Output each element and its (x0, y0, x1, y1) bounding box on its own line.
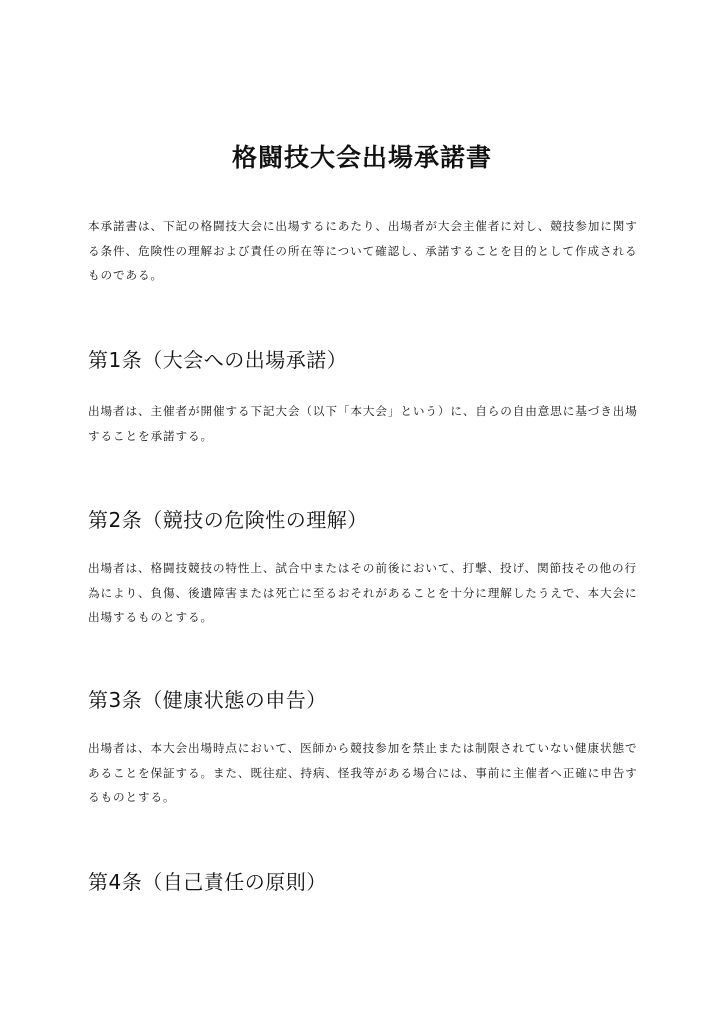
article-1-body: 出場者は、主催者が開催する下記大会（以下「本大会」という）に、自らの自由意思に基づき出場することを承諾する。 (88, 404, 638, 443)
article-1-heading: 第1条（大会への出場承諾） (88, 348, 348, 372)
document-title: 格闘技大会出場承諾書 (231, 142, 492, 172)
article-3-heading: 第3条（健康状態の申告） (88, 688, 327, 712)
article-3-body: 出場者は、本大会出場時点において、医師から競技参加を禁止または制限されていない健康状態であることを保証する。また、既往症、持病、怪我等がある場合には、事前に主催者へ正確に申告するものとする。 (88, 741, 638, 804)
article-2-heading: 第2条（競技の危険性の理解） (88, 508, 368, 532)
intro-paragraph: 本承諾書は、下記の格闘技大会に出場するにあたり、出場者が大会主催者に対し、競技参加に関する条件、危険性の理解および責任の所在等について確認し、承諾することを目的として作成されるものである。 (88, 219, 638, 282)
article-4-heading: 第4条（自己責任の原則） (88, 870, 327, 894)
article-2-body: 出場者は、格闘技競技の特性上、試合中またはその前後において、打撃、投げ、関節技その他の行為により、負傷、後遺障害または死亡に至るおそれがあることを十分に理解したうえで、本大会に出場するものとする。 (88, 561, 638, 624)
